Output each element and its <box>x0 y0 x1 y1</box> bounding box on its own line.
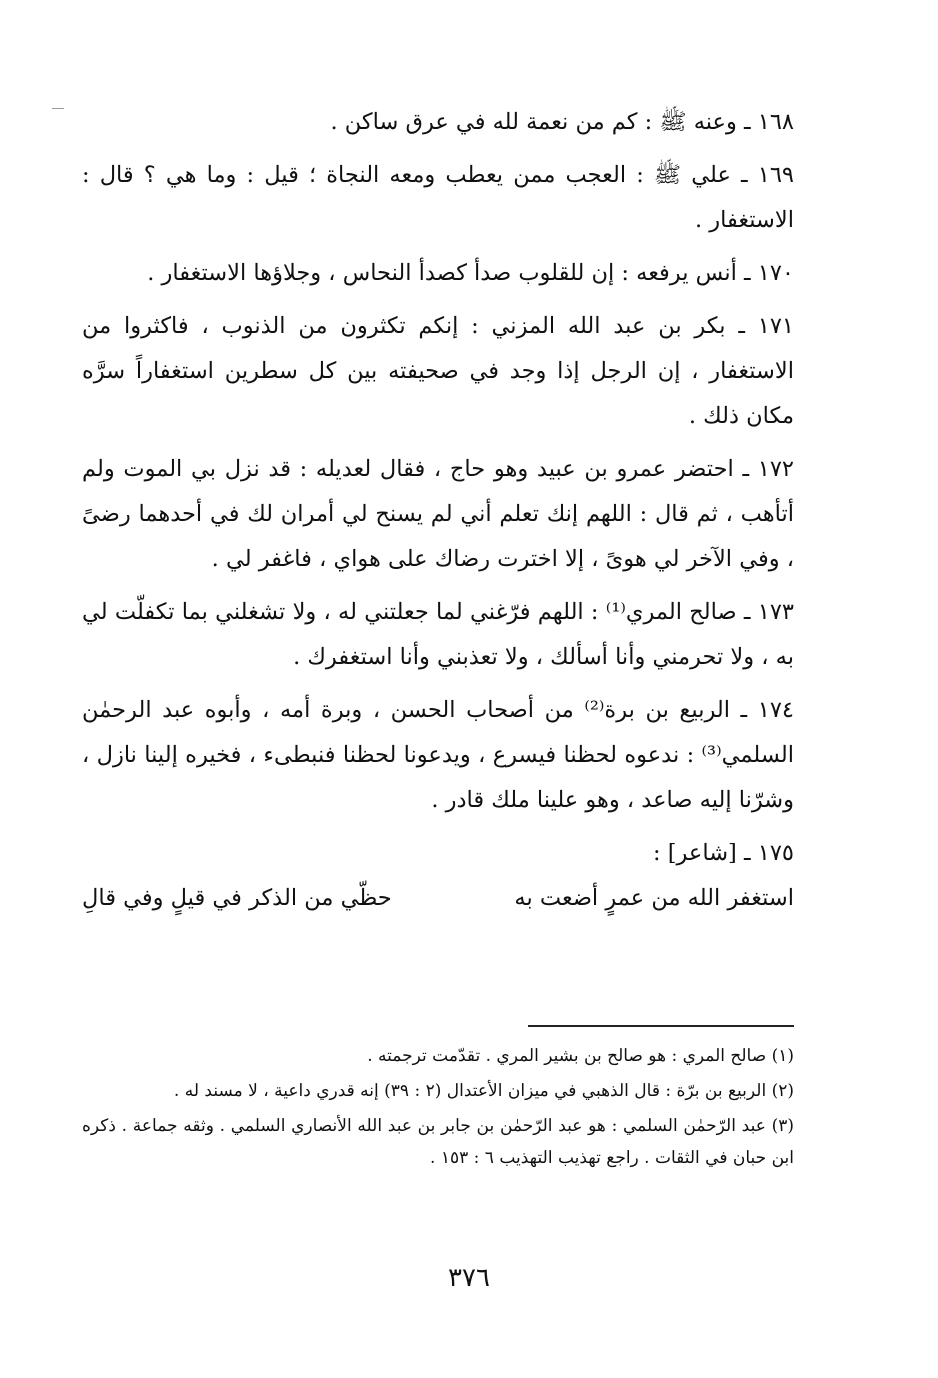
entry-175-heading: ١٧٥ ـ [شاعر] : <box>653 840 794 866</box>
entry-172: ١٧٢ ـ احتضر عمرو بن عبيد وهو حاج ، فقال لعديله : قد نزل بي الموت ولم أتأهب ، ثم قال : اللهم إنك تعلم أني لم يسنح لي أمران لك في أحدهما رضىً ، وفي الآخر لي هوىً ، إلا اخترت رضاك على هواي ، فاغفر لي . <box>82 456 794 572</box>
footnote-1: (١) صالح المري : هو صالح بن بشير المري . تقدّمت ترجمته . <box>367 1046 794 1066</box>
poem-verse <box>82 876 794 921</box>
entry-174: ١٧٤ ـ الربيع بن برة⁽²⁾ من أصحاب الحسن ، وبرة أمه ، وأبوه عبد الرحمٰن السلمي⁽³⁾ : ندعوه لحظنا فيسرع ، ويدعونا لحظنا فنبطىء ، فخيره إلينا نازل ، وشرّنا إليه صاعد ، وهو علينا ملك قادر . <box>82 697 794 813</box>
entry-170: ١٧٠ ـ أنس يرفعه : إن للقلوب صدأ كصدأ النحاس ، وجلاؤها الاستغفار . <box>147 260 794 286</box>
poem-second-hemistich: حظّي من الذكر في قيلٍ وفي قالِ <box>82 885 392 911</box>
main-text <box>82 100 794 921</box>
page-number: ٣٧٦ <box>448 1263 490 1293</box>
footnote-3: (٣) عبد الرّحمٰن السلمي : هو عبد الرّحمٰن بن جابر بن عبد الله الأنصاري السلمي . وثقه جماعة . ذكره ابن حبان في الثقات . راجع تهذيب التهذيب ٦ : ١٥٣ . <box>82 1116 794 1168</box>
entry-169: ١٦٩ ـ علي ﷺ : العجب ممن يعطب ومعه النجاة ؛ قيل : وما هي ؟ قال : الاستغفار . <box>82 162 794 233</box>
footnote-2: (٢) الربيع بن برّة : قال الذهبي في ميزان الأعتدال (٢ : ٣٩) إنه قدري داعية ، لا مسند له . <box>173 1081 794 1101</box>
scan-speck <box>52 108 64 109</box>
poem-first-hemistich: استغفر الله من عمرٍ أضعت به <box>514 885 794 911</box>
entry-171: ١٧١ ـ بكر بن عبد الله المزني : إنكم تكثرون من الذنوب ، فاكثروا من الاستغفار ، إن الرجل إذا وجد في صحيفته بين كل سطرين استغفاراً سرَّه مكان ذلك . <box>82 313 794 429</box>
footnotes <box>82 1040 794 1177</box>
entry-173: ١٧٣ ـ صالح المري⁽¹⁾ : اللهم فرّغني لما جعلتني له ، ولا تشغلني بما تكفلّت لي به ، ولا تحرمني وأنا أسألك ، ولا تعذبني وأنا استغفرك . <box>82 599 794 670</box>
footnote-divider <box>528 1025 794 1027</box>
entry-168: ١٦٨ ـ وعنه ﷺ : كم من نعمة لله في عرق ساكن . <box>330 109 794 135</box>
